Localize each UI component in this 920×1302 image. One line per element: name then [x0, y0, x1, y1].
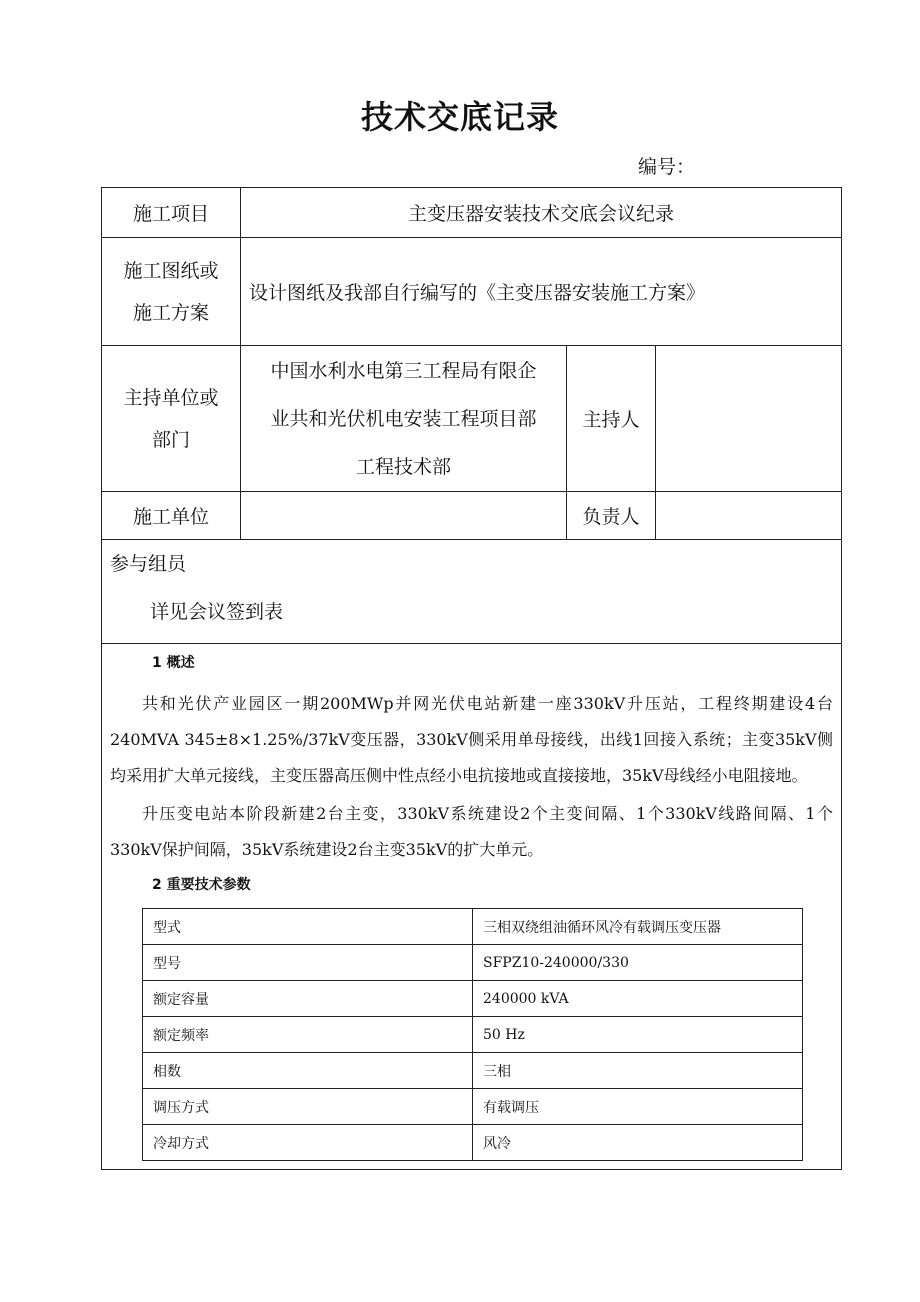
project-value: 主变压器安装技术交底会议纪录	[241, 188, 842, 238]
parameter-row	[143, 1017, 803, 1053]
host-person-label: 主持人	[567, 346, 656, 492]
host-person-value	[656, 346, 842, 492]
content-cell	[102, 644, 842, 1170]
host-value-line3: 工程技术部	[355, 455, 451, 478]
parameter-value: 50 Hz	[473, 1017, 803, 1053]
parameter-value: 三相双绕组油循环风冷有载调压变压器	[473, 909, 803, 945]
parameter-name: 额定频率	[143, 1017, 473, 1053]
section1-paragraph2: 升压变电站本阶段新建2台主变，330kV系统建设2个主变间隔、1个330kV线路间隔、1个330kV保护间隔，35kV系统建设2台主变35kV的扩大单元。	[110, 804, 834, 859]
members-cell	[102, 540, 842, 644]
parameter-row	[143, 1053, 803, 1089]
section1-heading: 1 概述	[152, 655, 195, 671]
section1-paragraph1: 共和光伏产业园区一期200MWp并网光伏电站新建一座330kV升压站，工程终期建设4台240MVA 345±8×1.25%/37kV变压器，330kV侧采用单母接线，出线1回接入系统；主变35kV侧均采用扩大单元接线，主变压器高压侧中性点经小电抗接地或直接接地，35kV母线经小电阻接地。	[110, 694, 834, 785]
host-unit-value	[241, 346, 567, 492]
host-label-line2: 部门	[151, 428, 190, 451]
technical-parameters-table	[142, 908, 803, 1161]
members-value: 详见会议签到表	[150, 601, 284, 623]
parameter-value: 240000 kVA	[473, 981, 803, 1017]
members-label: 参与组员	[110, 553, 187, 575]
parameter-name: 相数	[143, 1053, 473, 1089]
drawings-label	[102, 238, 241, 346]
host-label-line1: 主持单位或	[123, 386, 219, 409]
section2-heading: 2 重要技术参数	[152, 877, 251, 893]
parameter-row	[143, 1125, 803, 1161]
drawings-label-line2: 施工方案	[132, 301, 209, 324]
project-label: 施工项目	[102, 188, 241, 238]
parameter-row	[143, 909, 803, 945]
drawings-value: 设计图纸及我部自行编写的《主变压器安装施工方案》	[241, 238, 842, 346]
parameter-name: 型式	[143, 909, 473, 945]
host-unit-label	[102, 346, 241, 492]
parameter-name: 额定容量	[143, 981, 473, 1017]
handover-record-table	[101, 187, 842, 1170]
parameter-value: 三相	[473, 1053, 803, 1089]
serial-number-label: 编号：	[638, 156, 696, 178]
construction-unit-label: 施工单位	[102, 492, 241, 540]
parameter-row	[143, 1089, 803, 1125]
parameter-row	[143, 981, 803, 1017]
parameter-value: 有载调压	[473, 1089, 803, 1125]
drawings-label-line1: 施工图纸或	[123, 259, 219, 282]
parameter-name: 型号	[143, 945, 473, 981]
host-value-line1: 中国水利水电第三工程局有限企	[270, 359, 537, 382]
parameter-name: 调压方式	[143, 1089, 473, 1125]
document-title: 技术交底记录	[360, 98, 559, 136]
parameter-row	[143, 945, 803, 981]
parameter-value: 风冷	[473, 1125, 803, 1161]
parameter-value: SFPZ10-240000/330	[473, 945, 803, 981]
host-value-line2: 业共和光伏机电安装工程项目部	[270, 407, 537, 430]
responsible-person-value	[656, 492, 842, 540]
parameter-name: 冷却方式	[143, 1125, 473, 1161]
responsible-person-label: 负责人	[567, 492, 656, 540]
construction-unit-value	[241, 492, 567, 540]
